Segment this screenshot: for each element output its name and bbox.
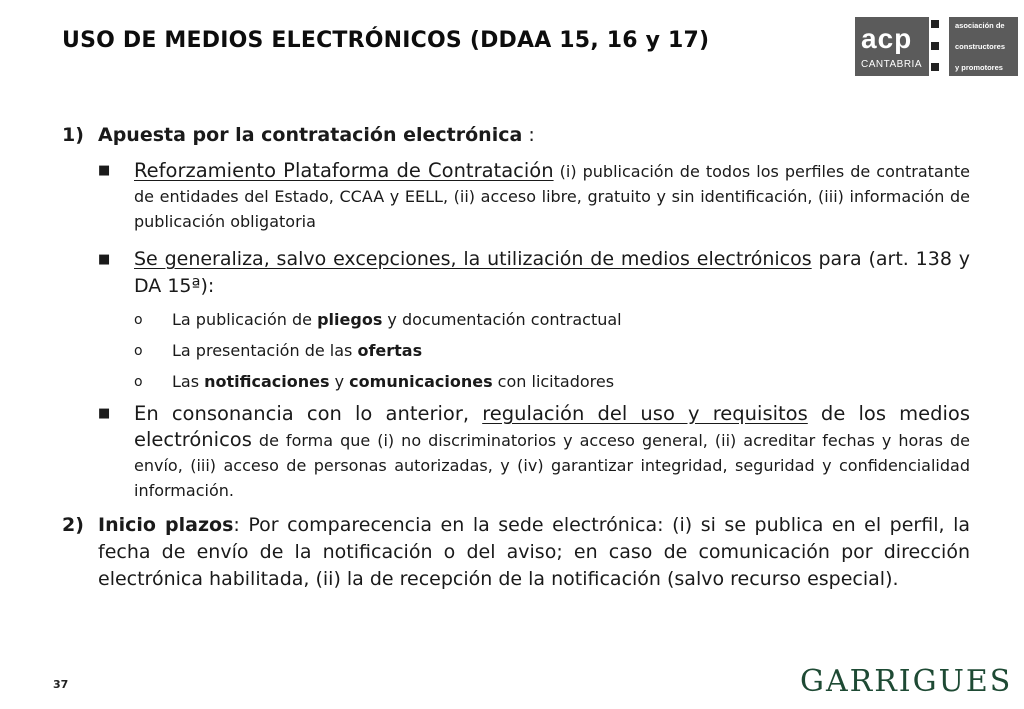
item-1-number: 1): [62, 124, 84, 146]
bullet-regulacion-mid: de los medios electrónicos: [134, 402, 971, 451]
page-number: 37: [53, 678, 69, 691]
sub-item-text: y: [329, 372, 350, 391]
square-bullet-icon: ■: [98, 406, 111, 421]
square-bullet-icon: ■: [98, 252, 111, 267]
logo-region-text: CANTABRIA: [861, 59, 922, 70]
logo-acp-text: acp: [861, 23, 913, 54]
sub-item-text: con licitadores: [492, 372, 615, 391]
bullet-regulacion: [62, 401, 970, 503]
garrigues-logo: GARRIGUES: [800, 664, 1013, 699]
sub-item-bold: pliegos: [317, 310, 383, 329]
bullet-generaliza-lead: Se generaliza, salvo excepciones, la utilización de medios electrónicos: [134, 248, 812, 270]
sub-item-text: La presentación de las: [172, 341, 358, 360]
sub-item-bold: notificaciones: [204, 372, 330, 391]
item-1-heading: Apuesta por la contratación electrónica: [98, 124, 523, 146]
item-2-text: : Por comparecencia en la sede electrónica: (i) si se publica en el perfil, la fecha de envío de la notificación o del aviso; en caso de comunicación por dirección electrónica habilitada, (ii) la de recepción de la notificación (salvo recurso especial).: [98, 514, 970, 590]
acp-logo: [855, 17, 1018, 76]
sub-item-text: La publicación de: [172, 310, 318, 329]
logo-line-1: asociación de: [955, 21, 1005, 30]
sub-item-text: Las: [172, 372, 205, 391]
sub-item-pliegos: [62, 309, 970, 331]
sub-item-bold: comunicaciones: [349, 372, 493, 391]
circle-bullet-icon: o: [134, 374, 143, 390]
logo-line-3: y promotores: [955, 63, 1003, 72]
logo-words-block: [949, 17, 1018, 76]
logo-square-2: [931, 42, 939, 50]
item-2: [62, 512, 970, 593]
slide-content: [62, 122, 970, 593]
item-2-heading: Inicio plazos: [98, 514, 234, 536]
logo-acp-block: [855, 17, 929, 76]
logo-square-1: [931, 20, 939, 28]
item-1: [62, 122, 970, 149]
bullet-plataforma-text: (i) publicación de todos los perfiles de contratante de entidades del Estado, CCAA y EELL, (ii) acceso libre, gratuito y sin identificación, (iii) información de publicación obligatoria: [134, 162, 970, 231]
bullet-generaliza: [62, 246, 970, 300]
circle-bullet-icon: o: [134, 343, 143, 359]
bullet-generaliza-text: para (art. 138 y DA 15ª):: [134, 248, 970, 297]
bullet-plataforma-lead: Reforzamiento Plataforma de Contratación: [134, 159, 554, 182]
square-bullet-icon: ■: [98, 163, 111, 178]
page-title: USO DE MEDIOS ELECTRÓNICOS (DDAA 15, 16 y 17): [62, 28, 710, 53]
bullet-regulacion-pre: En consonancia con lo anterior,: [134, 402, 483, 425]
sub-item-text: y documentación contractual: [382, 310, 622, 329]
logo-line-2: constructores: [955, 42, 1006, 51]
sub-item-notificaciones: [62, 371, 970, 393]
bullet-plataforma: [62, 158, 970, 234]
bullet-regulacion-text: de forma que (i) no discriminatorios y acceso general, (ii) acreditar fechas y horas de envío, (iii) acceso de personas autorizadas, y (iv) garantizar integridad, seguridad y confidencialidad información.: [134, 431, 970, 500]
bullet-regulacion-lead: regulación del uso y requisitos: [482, 402, 808, 425]
circle-bullet-icon: o: [134, 312, 143, 328]
item-2-number: 2): [62, 514, 84, 536]
sub-item-bold: ofertas: [357, 341, 423, 360]
logo-square-3: [931, 63, 939, 71]
item-1-heading-suffix: :: [522, 124, 535, 146]
sub-item-ofertas: [62, 340, 970, 362]
